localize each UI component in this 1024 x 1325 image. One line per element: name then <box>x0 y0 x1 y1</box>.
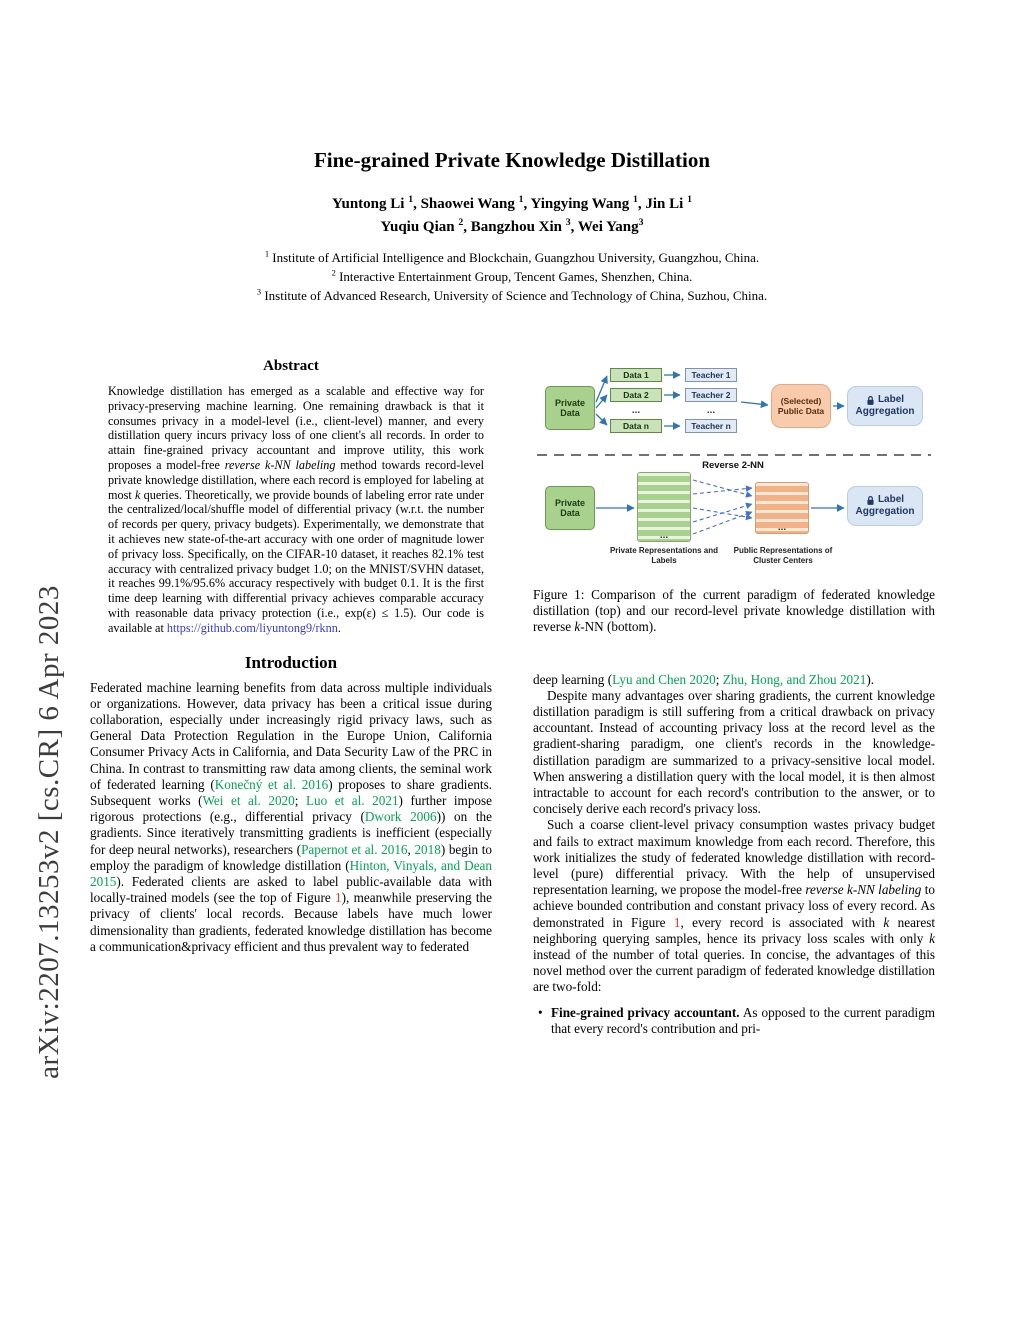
private-repr-caption: Private Representations and Labels <box>609 546 719 565</box>
lock-icon <box>866 395 875 406</box>
label-agg-line1 <box>866 394 904 406</box>
label-aggregation-box-top <box>847 386 923 426</box>
text-segment: Knowledge distillation has emerged as a scalable and effective way for privacy-preserving machine learning. One remaining drawback is that it consumes privacy in a model-level (i.e., client-level) manner, and every distillation query incurs privacy loss of one client's all records. In order to attain fine-grained privacy accountant and improve utility, this work proposes a model-free <box>108 384 484 472</box>
data-ellipsis: ... <box>631 404 641 416</box>
affiliations-block <box>0 248 1024 305</box>
text-segment: -NN (bottom). <box>580 619 657 635</box>
text-segment: , every record is associated with <box>680 914 884 930</box>
public-repr-caption: Public Representations of Cluster Centers <box>733 546 833 565</box>
data-box-n: Data n <box>610 419 662 433</box>
label-agg-text-2: Aggregation <box>855 506 915 517</box>
text-segment: Yuqiu Qian <box>380 219 459 235</box>
text-segment: instead of the number of total queries. In concise, the advantages of this novel method over the current paradigm of federated knowledge distillation are two-fold: <box>533 947 935 995</box>
external-link[interactable]: https://github.com/liyuntong9/rknn <box>166 620 338 635</box>
bullet-text <box>551 1005 935 1037</box>
text-segment: ), meanwhile preserving the privacy of clients' local records. Because labels have much lower dimensionality than gradients, federated knowledge distillation has become a communication&privacy efficient and thus prevalent way to federated <box>90 890 493 954</box>
text-segment: ) proposes to share gradients. Subsequent works ( <box>90 776 492 808</box>
label-agg-text-1: Label <box>877 494 905 505</box>
intro-paragraph <box>90 680 492 955</box>
private-data-box-bottom: Private Data <box>545 486 595 530</box>
affiliation-1 <box>0 248 1024 267</box>
figure-1 <box>533 364 935 572</box>
figure-ref[interactable]: 1 <box>673 914 681 930</box>
paragraph <box>533 672 935 688</box>
bullet-item <box>533 1005 935 1037</box>
text-segment: Interactive Entertainment Group, Tencent Games, Shenzhen, China. <box>335 269 693 284</box>
text-segment: queries. Theoretically, we provide bounds of labeling error rate under the centralized/local/shuffle model of differential privacy (w.r.t. the number of records per query, privacy budgets). Experimentally, we demonstrate that it achieves new state-of-the-art accuracy with one order of magnitude lower of privacy loss. Specifically, on the CIFAR-10 dataset, it reaches 82.1% test accuracy with centralized privacy budget 1.0; on the MNIST/SVHN dataset, it reaches 99.1%/95.6% accuracy respectively with budget 0.1. It is the first time deep learning with differential privacy achieves comparable accuracy with reasonable data privacy protection (i.e., exp(ε) ≤ 1.5). Our code is available at <box>108 487 484 635</box>
paper-header <box>0 148 1024 305</box>
text-segment: 1 <box>264 248 270 259</box>
text-segment: ) further impose rigorous protections (e.g., differential privacy ( <box>90 792 492 825</box>
figure-ref[interactable]: 1 <box>335 890 342 906</box>
text-segment: ). Federated clients are asked to label public-available data with locally-trained models (see the top of Figure <box>90 873 492 906</box>
text-segment: ). <box>866 671 875 687</box>
text-segment: 2 <box>458 217 464 228</box>
text-segment: nearest neighboring querying samples, hence its privacy loss scales with only <box>533 914 935 946</box>
text-segment: Federated machine learning benefits from data across multiple individuals or organizations. However, data privacy has been a critical issue during collaboration, especially under increasingly rigid privacy laws, such as General Data Protection Regulation in the Europe Union, California Consumer Privacy Acts in California, and Data Security Law of the PRC in China. In contrast to transmitting raw data among clients, the seminal work of federated learning ( <box>90 679 492 792</box>
paragraph <box>533 688 935 818</box>
citation-link[interactable]: Dwork 2006 <box>364 809 437 825</box>
teacher-box-1: Teacher 1 <box>685 368 737 382</box>
authors-line-2 <box>0 216 1024 239</box>
citation-link[interactable]: Hinton, Vinyals, and Dean 2015 <box>90 857 493 889</box>
citation-link[interactable]: 2018 <box>414 841 441 857</box>
text-segment: 1 <box>408 194 414 205</box>
text-segment: 3 <box>638 217 644 228</box>
text-segment: Such a coarse client-level privacy consumption wastes privacy budget and fails to extract maximum knowledge from each record. Therefore, this work initializes the study of federated knowledge distillation with record-level (pure) differential privacy. With the help of unsupervised representation learning, we propose the model-free <box>533 817 935 898</box>
reverse-2nn-label: Reverse 2-NN <box>702 460 764 471</box>
label-agg-text-1: Label <box>877 394 905 405</box>
text-segment: )) on the gradients. Since iteratively transmitting gradients is inefficient (especially for deep neural networks), researchers ( <box>90 809 492 857</box>
citation-link[interactable]: Lyu and Chen 2020 <box>612 671 716 687</box>
paragraph <box>533 817 935 995</box>
text-segment: Institute of Artificial Intelligence and Blockchain, Guangzhou University, Guangzhou, China. <box>269 250 760 265</box>
teacher-box-n: Teacher n <box>685 419 737 433</box>
text-segment: k <box>574 619 581 635</box>
teacher-ellipsis: ... <box>706 404 716 416</box>
text-segment: , Jin Li <box>637 196 688 212</box>
text-segment: 1 <box>687 194 692 205</box>
text-segment: deep learning ( <box>533 671 613 687</box>
label-agg-line1 <box>866 494 904 506</box>
arxiv-stamp: arXiv:2207.13253v2 [cs.CR] 6 Apr 2023 <box>33 585 65 1079</box>
label-aggregation-box-bottom <box>847 486 923 526</box>
bullet-marker: • <box>538 1004 543 1020</box>
abstract-heading: Abstract <box>263 358 319 374</box>
text-segment: , Bangzhou Xin <box>463 219 566 235</box>
data-box-2: Data 2 <box>610 388 662 402</box>
text-segment: . <box>337 620 341 635</box>
text-segment: reverse k-NN labeling <box>224 457 336 472</box>
affiliation-2 <box>0 267 1024 286</box>
repr-ellipsis: ... <box>659 530 669 541</box>
figure-caption <box>533 587 935 636</box>
left-column <box>90 358 492 955</box>
authors-block <box>0 193 1024 239</box>
text-segment: 2 <box>331 267 336 278</box>
text-segment: reverse k-NN labeling <box>805 882 922 898</box>
text-segment: 1 <box>518 194 524 205</box>
text-segment: , Wei Yang <box>570 219 639 235</box>
text-segment: Despite many advantages over sharing gradients, the current knowledge distillation paradigm is still suffering from a critical drawback on privacy accountant. Instead of accounting privacy loss at the record level as the gradient-sharing paradigm, one client's records in the knowledge-distillation paradigm are summarized to a privacy-sensitive local model. When answering a distillation query with the local model, it is then almost intractable to account for each record's contribution to the answer, or to concisely derive each record's privacy loss. <box>533 687 935 817</box>
lock-icon <box>866 495 875 506</box>
affiliation-3 <box>0 286 1024 305</box>
label-agg-text-2: Aggregation <box>855 406 915 417</box>
text-segment: k <box>929 930 935 946</box>
repr-ellipsis: ... <box>777 522 787 533</box>
text-segment: As opposed to the current paradigm that every record's contribution and pri- <box>551 1004 935 1036</box>
text-segment: ; <box>715 671 723 687</box>
text-segment: Yuntong Li <box>332 196 409 212</box>
text-segment: Fine-grained privacy accountant. <box>551 1004 740 1020</box>
right-column <box>533 358 935 1037</box>
abstract-text <box>90 384 492 636</box>
public-representations-box <box>755 482 809 534</box>
teacher-box-2: Teacher 2 <box>685 388 737 402</box>
text-segment: Figure 1: Comparison of the current paradigm of federated knowledge distillation (top) and our record-level private knowledge distillation with reverse <box>533 587 935 635</box>
text-segment: k <box>134 487 141 502</box>
paper-title: Fine-grained Private Knowledge Distillation <box>313 148 711 172</box>
private-data-box-top: Private Data <box>545 386 595 430</box>
text-segment: ) begin to employ the paradigm of knowledge distillation ( <box>90 841 493 873</box>
citation-link[interactable]: Papernot et al. 2016 <box>301 841 408 857</box>
text-segment: to achieve bounded contribution and constant privacy loss of every record. As demonstrated in Figure <box>533 882 935 930</box>
text-segment: , Shaowei Wang <box>413 196 519 212</box>
citation-link[interactable]: Luo et al. 2021 <box>305 792 399 808</box>
data-box-1: Data 1 <box>610 368 662 382</box>
text-segment: k <box>883 914 890 930</box>
private-representations-box <box>637 472 691 542</box>
authors-line-1 <box>0 193 1024 216</box>
citation-link[interactable]: Wei et al. 2020 <box>202 792 295 808</box>
text-segment: 3 <box>256 286 262 297</box>
public-data-box: (Selected) Public Data <box>771 384 831 428</box>
text-segment: , <box>407 841 415 857</box>
introduction-heading: Introduction <box>244 652 338 672</box>
text-segment: Institute of Advanced Research, University of Science and Technology of China, Suzhou, China. <box>261 288 768 303</box>
text-segment: 3 <box>565 217 571 228</box>
citation-link[interactable]: Zhu, Hong, and Zhou 2021 <box>722 671 867 687</box>
text-segment: ; <box>294 792 306 808</box>
citation-link[interactable]: Konečný et al. 2016 <box>214 776 329 792</box>
text-segment: , Yingying Wang <box>523 196 634 212</box>
text-segment: method towards record-level private knowledge distillation, where each record is employed for labeling at most <box>108 457 484 502</box>
text-segment: 1 <box>633 194 638 205</box>
